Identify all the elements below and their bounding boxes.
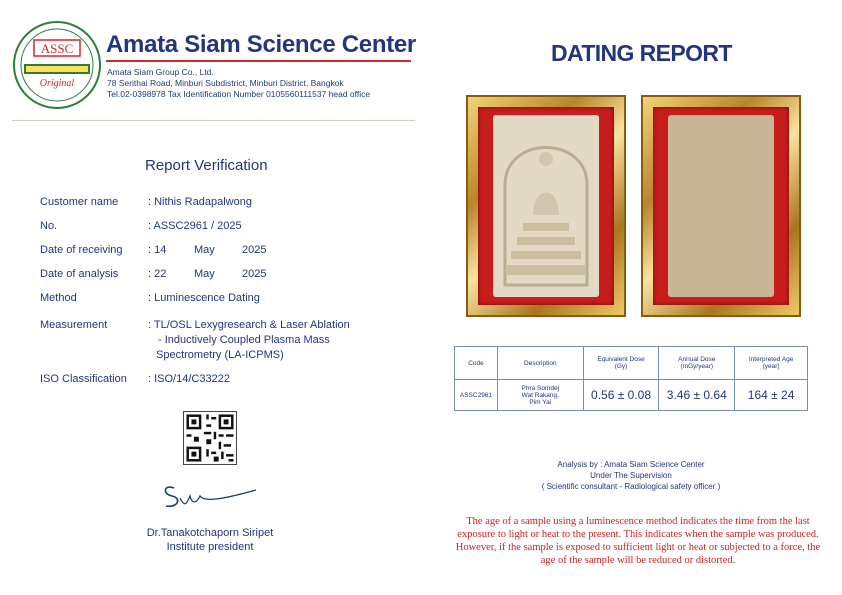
results-table	[454, 346, 808, 411]
amulet-front-frame	[466, 95, 626, 317]
table-header-row	[455, 347, 808, 380]
label-method: Method	[40, 292, 77, 304]
desc-line2: Wat Rakang,	[521, 391, 559, 399]
analysis-consultant: ( Scientific consultant - Radiological safety officer )	[541, 482, 721, 491]
table-row	[455, 380, 808, 411]
desc-line1: Phra Somdej	[521, 384, 560, 392]
header-equivalent-dose	[583, 347, 659, 380]
title-underline	[106, 60, 411, 62]
receiving-year: 2025	[242, 244, 267, 256]
logo-top-text: ASSC	[40, 41, 74, 56]
value-measurement-line3: Spectrometry (LA-ICPMS)	[156, 349, 284, 361]
amulet-back-image	[668, 115, 774, 297]
header-code-label: Code	[468, 359, 484, 367]
label-date-receiving: Date of receiving	[40, 244, 123, 256]
cell-code-text: ASSC2961	[459, 391, 493, 399]
header-code	[455, 347, 498, 380]
header-annual-label: Annual Dose	[678, 356, 716, 363]
label-measurement: Measurement	[40, 319, 108, 331]
header-interpreted-age	[735, 347, 808, 380]
logo-brand-text: Original	[39, 78, 75, 89]
amulet-front-image	[493, 115, 599, 297]
company-address: 78 Serithai Road, Minburi Subdistrict, Minburi District, Bangkok	[107, 78, 344, 88]
assc-logo	[12, 20, 102, 110]
frame-mat	[478, 107, 614, 305]
company-contact: Tel.02-0398978 Tax Identification Number 0105560111537 head office	[107, 89, 371, 99]
disclaimer-text: The age of a sample using a luminescence method indicates the time from the last exposure to light or heat to the present. This indicates when the sample was produced. However, if the sample is exposed to sufficient light or heat or subjected to a force, the age of the sample will be reduced or distorted.	[455, 516, 821, 566]
label-number: No.	[40, 220, 58, 232]
cell-code	[455, 380, 498, 411]
cell-age	[735, 380, 808, 411]
header-annual-dose	[659, 347, 735, 380]
value-date-analysis	[148, 268, 266, 280]
frame-mat	[653, 107, 789, 305]
company-group: Amata Siam Group Co., Ltd.	[107, 67, 214, 77]
header-description	[497, 347, 583, 380]
header-divider	[12, 120, 415, 121]
header-annual-unit: (mGy/year)	[680, 363, 714, 370]
header-description-label: Description	[524, 359, 557, 367]
label-date-analysis: Date of analysis	[40, 268, 119, 280]
verification-title: Report Verification	[145, 157, 268, 174]
signer-title: Institute president	[166, 541, 254, 553]
header-age-label: Interpreted Age	[748, 356, 794, 363]
desc-line3: Pim Yai	[529, 398, 552, 406]
cell-annual-dose	[659, 380, 735, 411]
header-dose-unit: (Gy)	[614, 363, 628, 370]
analysis-year: 2025	[242, 268, 267, 280]
value-customer-name: : Nithis Radapalwong	[148, 196, 252, 208]
amulet-back-frame	[641, 95, 801, 317]
report-title: DATING REPORT	[551, 40, 732, 66]
cell-equivalent-dose	[583, 380, 659, 411]
value-method: : Luminescence Dating	[148, 292, 260, 304]
analysis-month: May	[194, 268, 215, 280]
analysis-by: Analysis by : Amata Siam Science Center	[557, 460, 705, 469]
header-age-unit: (year)	[762, 363, 780, 370]
cell-equivalent-dose-text: 0.56 ± 0.08	[591, 388, 652, 402]
value-measurement-line1: : TL/OSL Lexygresearch & Laser Ablation	[148, 319, 350, 331]
value-measurement-line2: - Inductively Coupled Plasma Mass	[158, 334, 330, 346]
value-iso: : ISO/14/C33222	[148, 373, 230, 385]
signer-name: Dr.Tanakotchaporn Siripet	[146, 527, 274, 539]
qr-code[interactable]	[183, 411, 237, 465]
label-customer-name: Customer name	[40, 196, 119, 208]
value-date-receiving	[148, 244, 266, 256]
cell-annual-dose-text: 3.46 ± 0.64	[666, 388, 727, 402]
header-dose-label: Equivalent Dose	[597, 356, 645, 363]
cell-description	[497, 380, 583, 411]
receiving-month: May	[194, 244, 215, 256]
value-number: : ASSC2961 / 2025	[148, 220, 242, 232]
cell-age-text: 164 ± 24	[747, 388, 795, 402]
company-name: Amata Siam Science Center	[106, 31, 416, 58]
receiving-day: : 14	[148, 244, 167, 256]
label-iso: ISO Classification	[40, 373, 127, 385]
analysis-day: : 22	[148, 268, 167, 280]
analysis-supervision: Under The Supervision	[590, 471, 672, 480]
signature-image	[160, 482, 260, 512]
